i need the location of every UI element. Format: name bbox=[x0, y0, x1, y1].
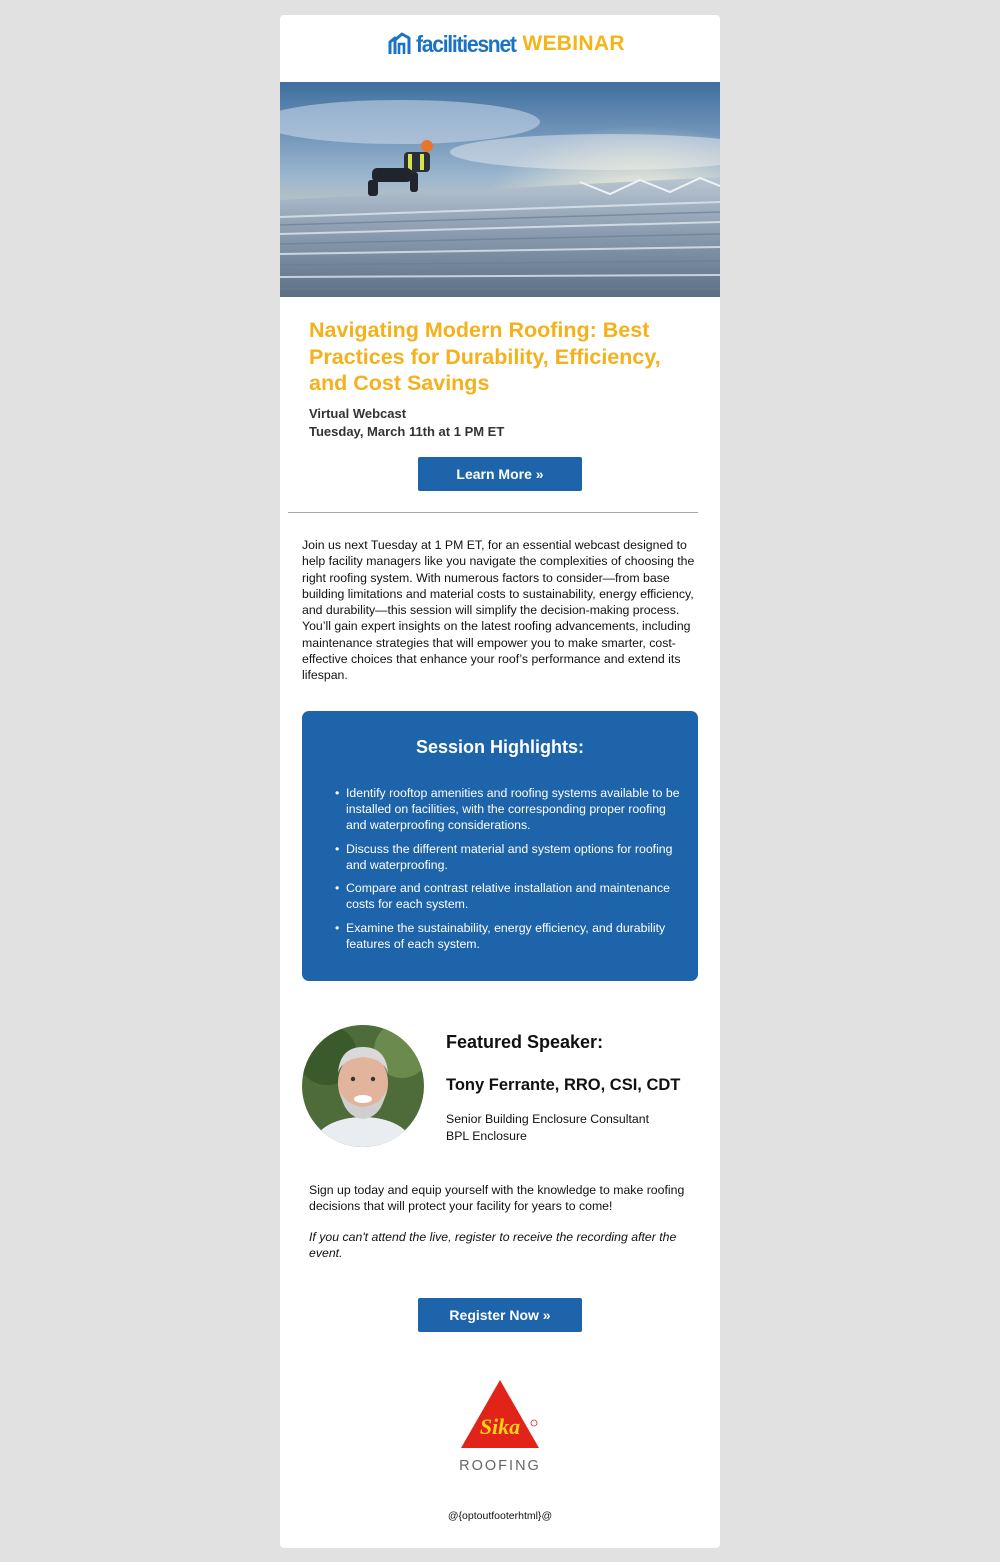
highlights-title: Session Highlights: bbox=[415, 737, 584, 757]
building-icon bbox=[388, 32, 414, 56]
bullet-icon: • bbox=[335, 920, 340, 935]
event-type: Virtual Webcast bbox=[309, 406, 407, 421]
highlights-list bbox=[335, 785, 681, 959]
bullet-icon: • bbox=[335, 841, 340, 856]
featured-speaker-heading: Featured Speaker: bbox=[446, 1032, 604, 1052]
highlight-text: Discuss the different material and system options for roofing and waterproofing. bbox=[346, 841, 673, 872]
sponsor-division: ROOFING bbox=[459, 1458, 541, 1474]
webinar-label: WEBINAR bbox=[522, 32, 625, 55]
speaker-role: Senior Building Enclosure Consultant bbox=[446, 1112, 650, 1126]
event-date: Tuesday, March 11th at 1 PM ET bbox=[309, 424, 505, 439]
intro-paragraph: Join us next Tuesday at 1 PM ET, for an essential webcast designed to help facility managers like you navigate the complexities of choosing the right roofing system. With numerous factors to consider—from base building limitations and material costs to sustainability, energy efficiency, and durability—this session will simplify the decision-making process. You’ll gain expert insights on the latest roofing advancements, including maintenance strategies that will empower you to make smarter, cost-effective choices that enhance your roof’s performance and extend its lifespan. bbox=[302, 538, 695, 683]
sika-wordmark: Sika bbox=[479, 1414, 521, 1439]
recording-note: If you can't attend the live, register to receive the recording after the event. bbox=[309, 1230, 677, 1261]
bullet-icon: • bbox=[335, 881, 340, 895]
list-item bbox=[335, 880, 681, 912]
register-now-button[interactable]: Register Now » bbox=[418, 1298, 582, 1332]
session-highlights-box bbox=[302, 711, 698, 981]
list-item bbox=[335, 785, 681, 833]
divider bbox=[288, 512, 698, 513]
speaker-avatar bbox=[302, 1025, 424, 1147]
webinar-title: Navigating Modern Roofing: Best Practices for Durability, Efficiency, and Cost Savings bbox=[309, 318, 661, 395]
email-header bbox=[280, 15, 720, 82]
highlight-text: Compare and contrast relative installation and maintenance costs for each system. bbox=[346, 881, 671, 911]
hero-image bbox=[280, 82, 720, 297]
highlight-text: Identify rooftop amenities and roofing systems available to be installed on facilities, with the corresponding proper roofing and waterproofing considerations. bbox=[346, 786, 680, 832]
speaker-name: Tony Ferrante, RRO, CSI, CDT bbox=[446, 1076, 681, 1094]
brand-name: facilitiesnet bbox=[416, 30, 516, 57]
list-item bbox=[335, 841, 681, 873]
list-item bbox=[335, 920, 681, 952]
speaker-organization: BPL Enclosure bbox=[446, 1129, 527, 1143]
facilitiesnet-logo[interactable] bbox=[388, 29, 625, 59]
bullet-icon: • bbox=[335, 786, 340, 800]
signup-paragraph: Sign up today and equip yourself with the knowledge to make roofing decisions that will protect your facility for years to come! bbox=[309, 1183, 685, 1214]
footer-placeholder: @{optoutfooterhtml}@ bbox=[447, 1510, 553, 1522]
sika-logo[interactable] bbox=[460, 1380, 540, 1450]
learn-more-button[interactable]: Learn More » bbox=[418, 457, 582, 491]
email-card bbox=[280, 15, 720, 1548]
highlight-text: Examine the sustainability, energy efficiency, and durability features of each system. bbox=[346, 920, 666, 951]
